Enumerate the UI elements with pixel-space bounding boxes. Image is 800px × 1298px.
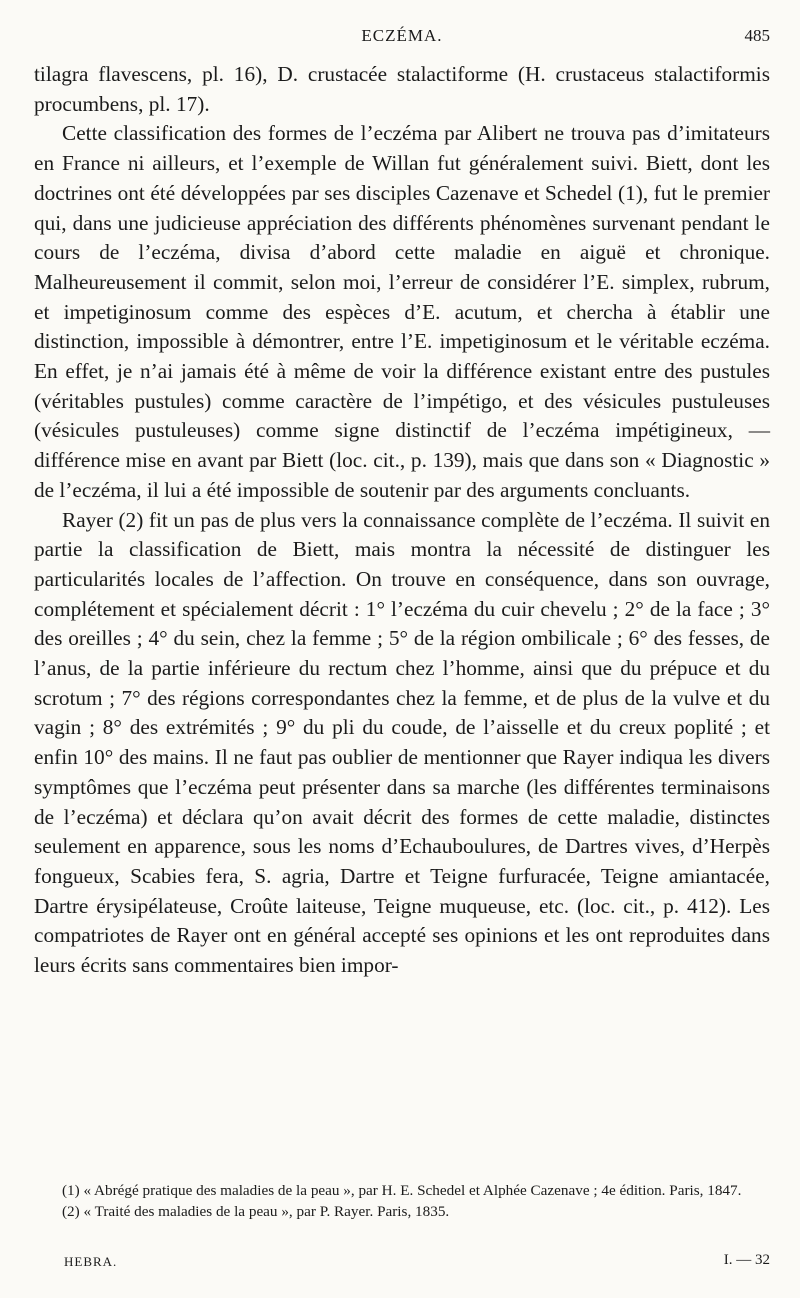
running-title: ECZÉMA. [361,26,443,45]
signature-line [64,1252,770,1274]
signature-author: HEBRA. [64,1254,118,1269]
body-text [34,60,770,981]
page-number: 485 [744,26,770,45]
paragraph-classification-biett: Cette classification des formes de l’eczéma par Alibert ne trouva pas d’imitateurs en France ni ailleurs, et l’exemple de Willan fut généralement suivi. Biett, dont les doctrines ont été développées par ses disciples Cazenave et Schedel (1), fut le premier qui, dans une judicieuse appréciation des différents phénomènes survenant pendant le cours de l’eczéma, divisa d’abord cette maladie en aiguë et chronique. Malheureusement il commit, selon moi, l’erreur de considérer l’E. simplex, rubrum, et impetiginosum comme des espèces d’E. acutum, et chercha à établir une distinction, impossible à démontrer, entre l’E. impetiginosum et le véritable eczéma. En effet, je n’ai jamais été à même de voir la différence existant entre des pustules (véritables pustules) comme caractère de l’impétigo, et des vésicules pustuleuses (vésicules pustuleuses) comme signe distinctif de l’eczéma impétigineux, — différence mise en avant par Biett (loc. cit., p. 139), mais que dans son « Diagnostic » de l’eczéma, il lui a été impossible de soutenir par des arguments concluants. [34,121,770,502]
footnotes [34,1180,770,1222]
paragraph-continuation: tilagra flavescens, pl. 16), D. crustacée stalactiforme (H. crustaceus stalactiformis procumbens, pl. 17). [34,62,770,116]
footnote-1: (1) « Abrégé pratique des maladies de la peau », par H. E. Schedel et Alphée Cazenave ; 4e édition. Paris, 1847. [62,1182,742,1199]
paragraph-rayer: Rayer (2) fit un pas de plus vers la connaissance complète de l’eczéma. Il suivit en partie la classification de Biett, mais montra la nécessité de distinguer les particularités locales de l’affection. On trouve en conséquence, dans son ouvrage, complétement et spécialement décrit : 1° l’eczéma du cuir chevelu ; 2° de la face ; 3° des oreilles ; 4° du sein, chez la femme ; 5° de la région ombilicale ; 6° des fesses, de l’anus, de la partie inférieure du rectum chez l’homme, ainsi que du prépuce et du scrotum ; 7° des régions correspondantes chez la femme, et de plus de la vulve et du vagin ; 8° des extrémités ; 9° du pli du coude, de l’aisselle et du creux poplité ; et enfin 10° des mains. Il ne faut pas oublier de mentionner que Rayer indiqua les divers symptômes que l’eczéma peut présenter dans sa marche (les différentes terminaisons de l’eczéma) et déclara qu’on avait décrit des formes de cette maladie, distinctes seulement en apparence, sous les noms d’Echauboulures, de Dartres vives, d’Herpès fongueux, Scabies fera, S. agria, Dartre et Teigne furfuracée, Teigne amiantacée, Dartre érysipélateuse, Croûte laiteuse, Teigne muqueuse, etc. (loc. cit., p. 412). Les compatriotes de Rayer ont en général accepté ses opinions et les ont reproduites dans leurs écrits sans commentaires bien impor- [34,507,770,978]
signature-sheet: I. — 32 [723,1252,770,1268]
footnote-2: (2) « Traité des maladies de la peau », par P. Rayer. Paris, 1835. [62,1203,450,1220]
page-header [34,26,770,56]
